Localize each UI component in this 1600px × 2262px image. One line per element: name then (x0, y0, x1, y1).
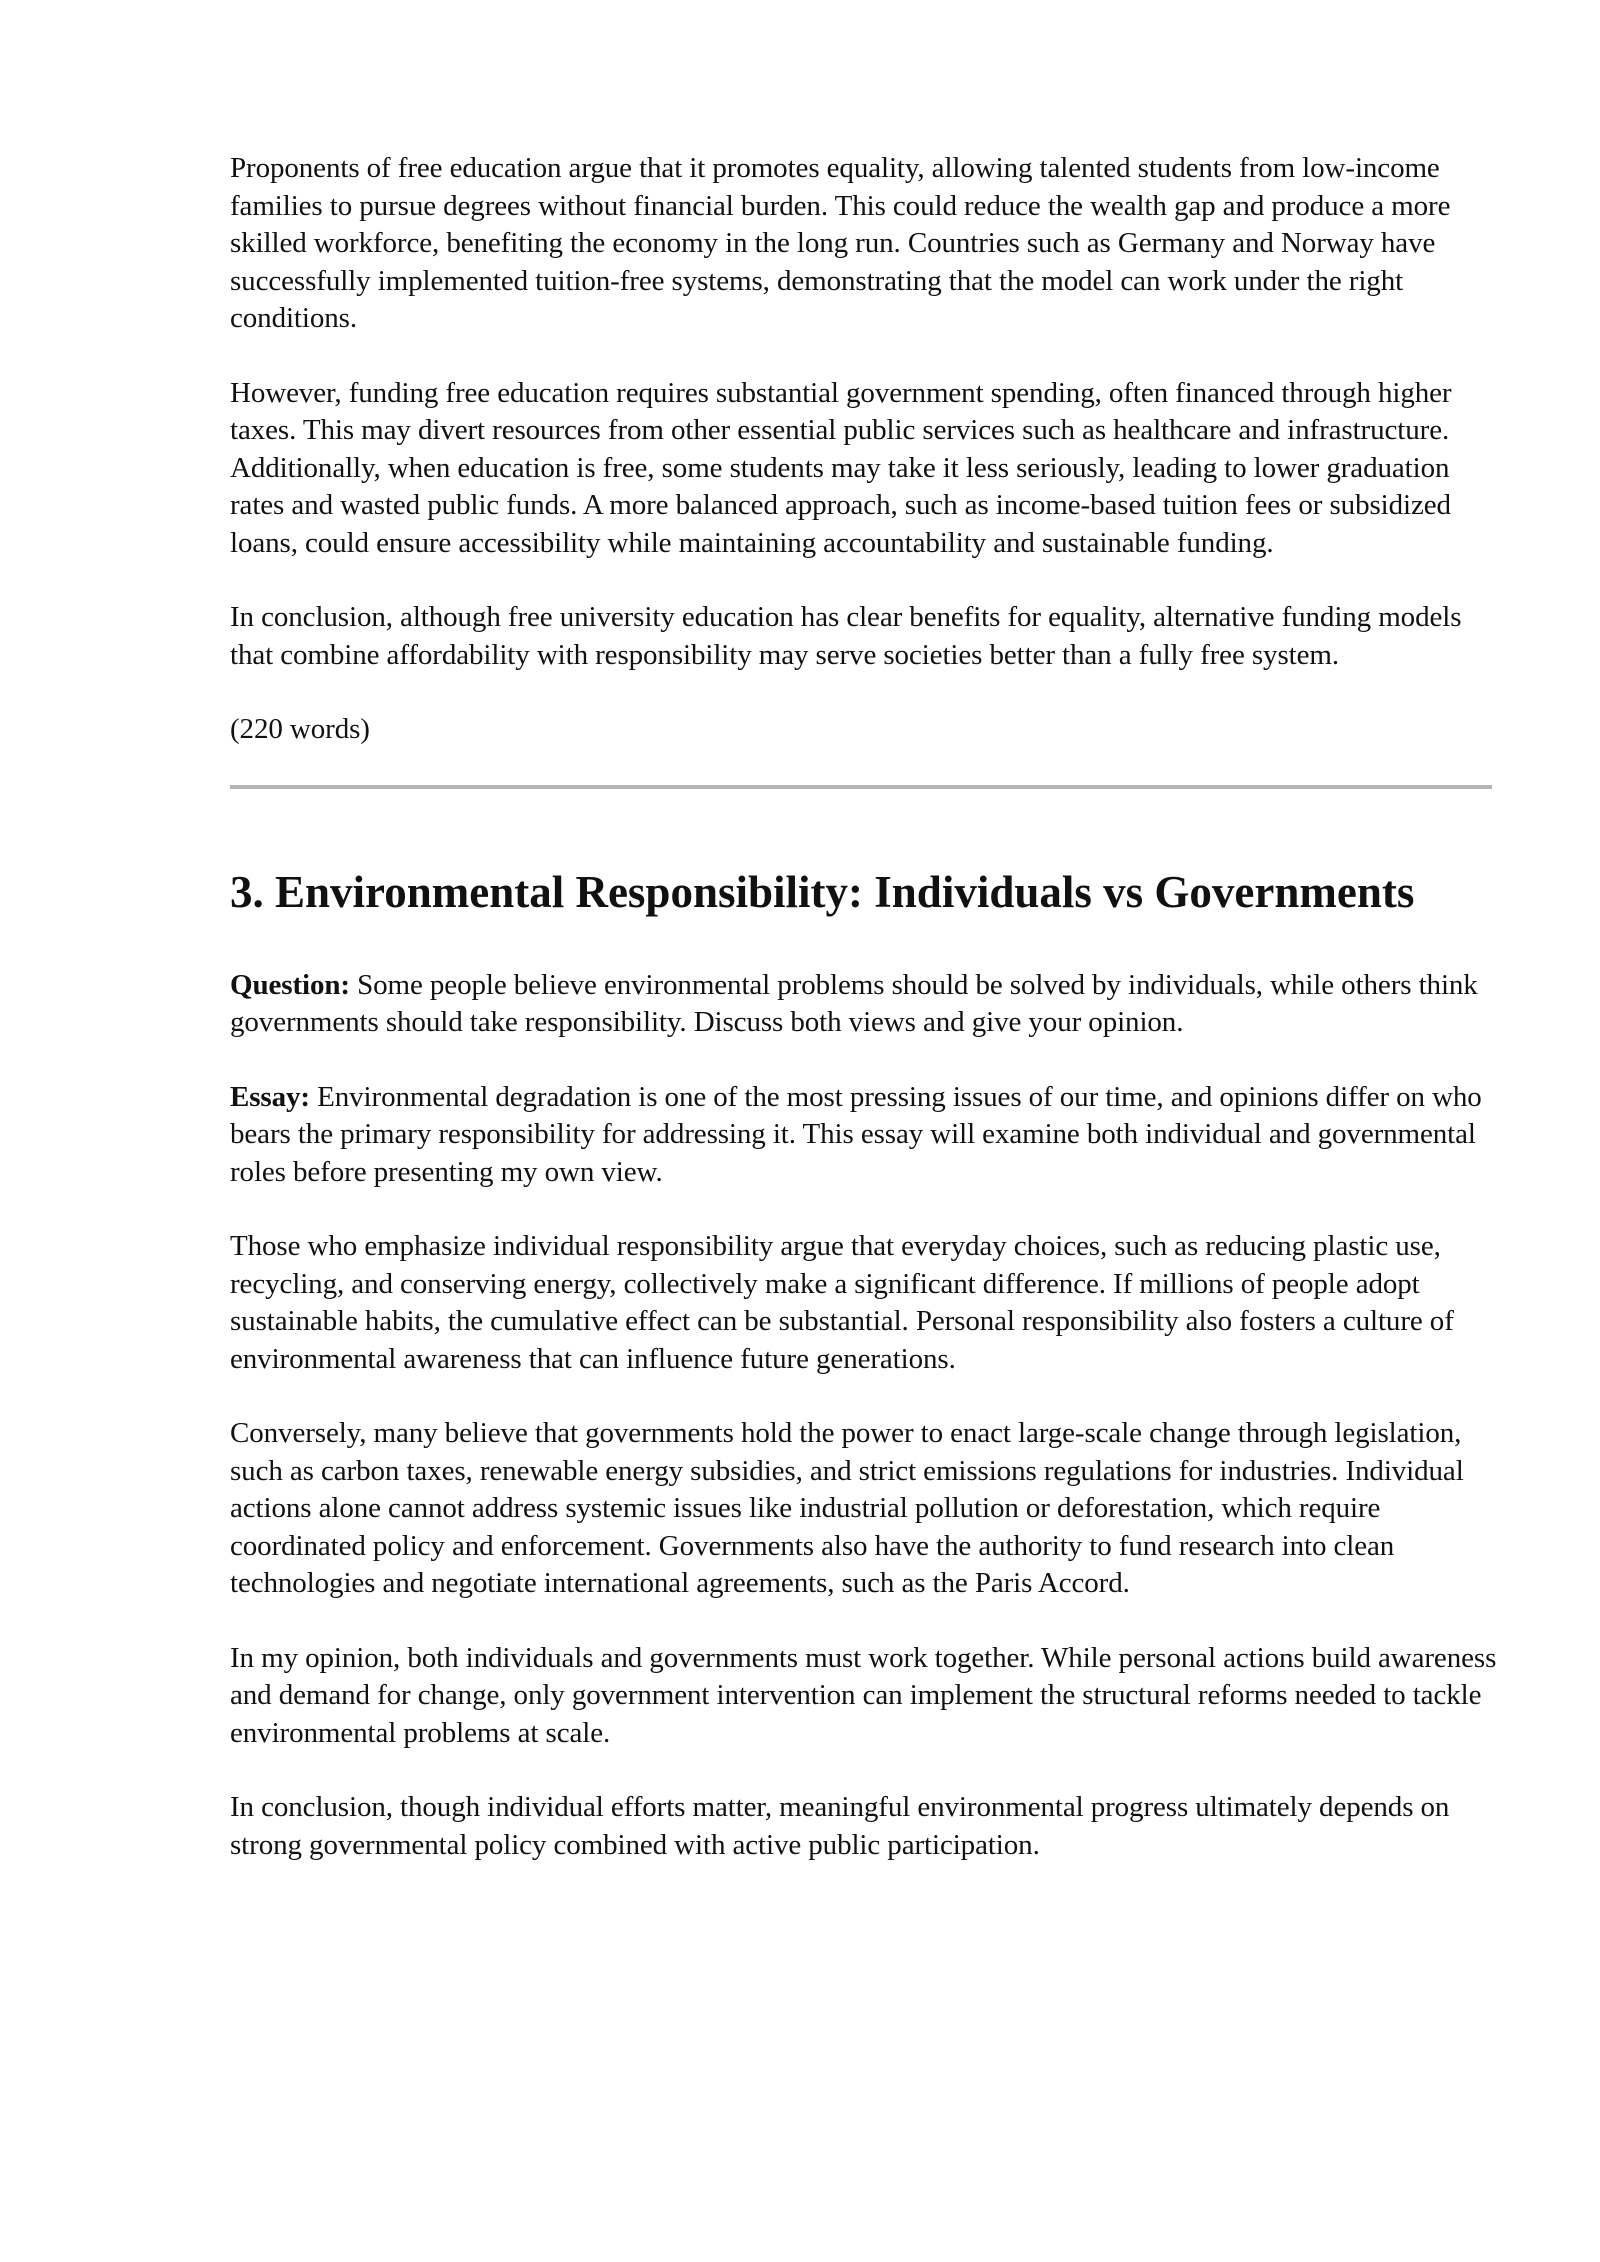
body-paragraph: In conclusion, although free university education has clear benefits for equality, alternative funding models that combine affordability with responsibility may serve societies better than a fully free system. (230, 601, 1462, 671)
question-label: Question: (230, 968, 350, 1001)
body-paragraph: In conclusion, though individual efforts matter, meaningful environmental progress ultimately depends on strong governmental policy combined with active public participation. (230, 1791, 1450, 1861)
essay-label: Essay: (230, 1080, 310, 1113)
question-paragraph (230, 967, 1500, 1042)
section-heading: 3. Environmental Responsibility: Individuals vs Governments (230, 866, 1415, 917)
word-count: (220 words) (230, 713, 370, 745)
section-divider (230, 785, 1492, 789)
essay-intro-text: Environmental degradation is one of the most pressing issues of our time, and opinions differ on who bears the primary responsibility for addressing it. This essay will examine both individual and governmental roles before presenting my own view. (230, 1080, 1482, 1188)
body-paragraph: Proponents of free education argue that it promotes equality, allowing talented students from low-income families to pursue degrees without financial burden. This could reduce the wealth gap and produce a more skilled workforce, benefiting the economy in the long run. Countries such as Germany and Norway have successfully implemented tuition-free systems, demonstrating that the model can work under the right conditions. (230, 152, 1451, 334)
essay-intro-paragraph (230, 1079, 1500, 1192)
body-paragraph: In my opinion, both individuals and governments must work together. While personal actions build awareness and demand for change, only government intervention can implement the structural reforms needed to tackle environmental problems at scale. (230, 1641, 1497, 1749)
body-paragraph: Conversely, many believe that governments hold the power to enact large-scale change through legislation, such as carbon taxes, renewable energy subsidies, and strict emissions regulations for industries. Individual actions alone cannot address systemic issues like industrial pollution or deforestation, which require coordinated policy and enforcement. Governments also have the authority to fund research into clean technologies and negotiate international agreements, such as the Paris Accord. (230, 1417, 1464, 1599)
question-text: Some people believe environmental problems should be solved by individuals, while others think governments should take responsibility. Discuss both views and give your opinion. (230, 968, 1478, 1038)
body-paragraph: Those who emphasize individual responsibility argue that everyday choices, such as reducing plastic use, recycling, and conserving energy, collectively make a significant difference. If millions of people adopt sustainable habits, the cumulative effect can be substantial. Personal responsibility also fosters a culture of environmental awareness that can influence future generations. (230, 1230, 1454, 1375)
body-paragraph: However, funding free education requires substantial government spending, often financed through higher taxes. This may divert resources from other essential public services such as healthcare and infrastructure. Additionally, when education is free, some students may take it less seriously, leading to lower graduation rates and wasted public funds. A more balanced approach, such as income-based tuition fees or subsidized loans, could ensure accessibility while maintaining accountability and sustainable funding. (230, 376, 1452, 559)
document-page (230, 150, 1500, 1901)
